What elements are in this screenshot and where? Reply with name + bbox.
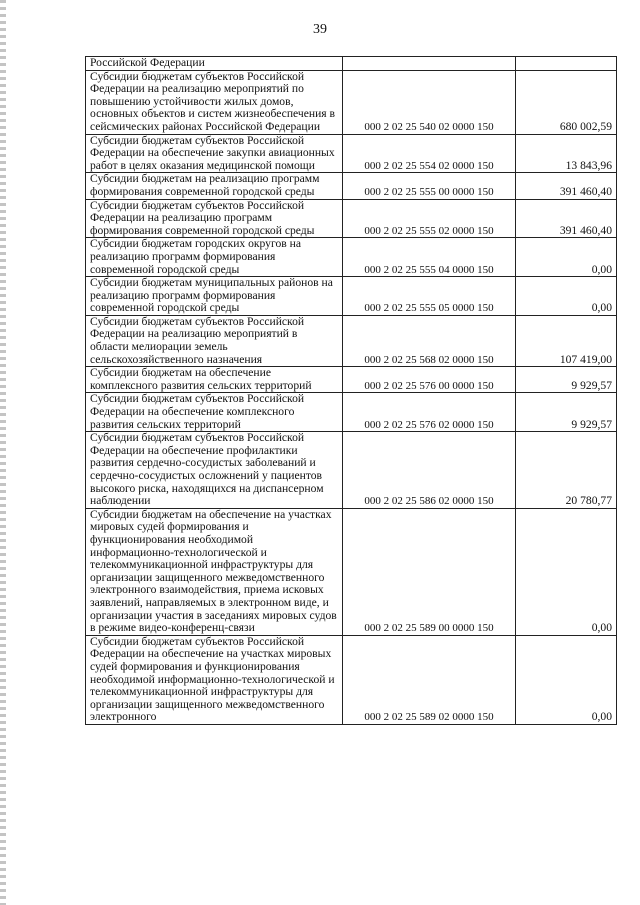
income-name-cell: Субсидии бюджетам на обеспечение на участках мировых судей формирования и функционирования необходимой информационно-технологической и телекоммуникационной инфраструктуры для организации защищенного межведомственного электронного взаимодействия, приема исковых заявлений, направляемых в электронном виде, и организации участия в заседаниях мировых судов в режиме видео-конференц-связи — [86, 508, 343, 635]
amount-cell: 391 460,40 — [516, 173, 617, 199]
table-row — [86, 173, 617, 199]
table-row — [86, 315, 617, 366]
income-name-cell: Субсидии бюджетам на реализацию программ формирования современной городской среды — [86, 173, 343, 199]
table-row — [86, 199, 617, 238]
table-row — [86, 508, 617, 635]
income-name-cell: Субсидии бюджетам на обеспечение комплексного развития сельских территорий — [86, 367, 343, 393]
table-row — [86, 134, 617, 173]
amount-cell: 107 419,00 — [516, 315, 617, 366]
amount-cell — [516, 57, 617, 71]
budget-code-cell: 000 2 02 25 540 02 0000 150 — [343, 70, 516, 134]
budget-code-cell — [343, 57, 516, 71]
budget-code-cell: 000 2 02 25 554 02 0000 150 — [343, 134, 516, 173]
amount-cell: 0,00 — [516, 238, 617, 277]
budget-code-cell: 000 2 02 25 589 00 0000 150 — [343, 508, 516, 635]
income-name-cell: Субсидии бюджетам субъектов Российской Федерации на обеспечение на участках мировых судей формирования и функционирования необходимой информационно-технологической и телекоммуникационной инфраструктуры для организации защищенного межведомственного электронного — [86, 635, 343, 724]
table-row — [86, 70, 617, 134]
income-name-cell: Субсидии бюджетам субъектов Российской Федерации на обеспечение комплексного развития сельских территорий — [86, 393, 343, 432]
budget-code-cell: 000 2 02 25 555 05 0000 150 — [343, 277, 516, 316]
income-name-cell: Субсидии бюджетам субъектов Российской Федерации на реализацию программ формирования современной городской среды — [86, 199, 343, 238]
income-name-cell: Субсидии бюджетам городских округов на реализацию программ формирования современной городской среды — [86, 238, 343, 277]
scan-edge — [0, 0, 6, 905]
amount-cell: 391 460,40 — [516, 199, 617, 238]
table-row — [86, 635, 617, 724]
budget-code-cell: 000 2 02 25 555 04 0000 150 — [343, 238, 516, 277]
table-row — [86, 432, 617, 509]
income-name-cell: Субсидии бюджетам муниципальных районов на реализацию программ формирования современной городской среды — [86, 277, 343, 316]
budget-code-cell: 000 2 02 25 555 00 0000 150 — [343, 173, 516, 199]
budget-table-body — [86, 57, 617, 725]
amount-cell: 0,00 — [516, 277, 617, 316]
table-row — [86, 238, 617, 277]
income-name-cell: Субсидии бюджетам субъектов Российской Федерации на обеспечение профилактики развития сердечно-сосудистых заболеваний и сердечно-сосудистых осложнений у пациентов высокого риска, находящихся на диспансерном наблюдении — [86, 432, 343, 509]
amount-cell: 9 929,57 — [516, 393, 617, 432]
table-row — [86, 277, 617, 316]
income-name-cell: Российской Федерации — [86, 57, 343, 71]
budget-code-cell: 000 2 02 25 576 02 0000 150 — [343, 393, 516, 432]
page-number: 39 — [313, 22, 327, 37]
budget-code-cell: 000 2 02 25 589 02 0000 150 — [343, 635, 516, 724]
amount-cell: 0,00 — [516, 508, 617, 635]
income-name-cell: Субсидии бюджетам субъектов Российской Федерации на обеспечение закупки авиационных работ в целях оказания медицинской помощи — [86, 134, 343, 173]
amount-cell: 20 780,77 — [516, 432, 617, 509]
amount-cell: 13 843,96 — [516, 134, 617, 173]
table-row — [86, 393, 617, 432]
budget-code-cell: 000 2 02 25 576 00 0000 150 — [343, 367, 516, 393]
budget-code-cell: 000 2 02 25 568 02 0000 150 — [343, 315, 516, 366]
amount-cell: 9 929,57 — [516, 367, 617, 393]
income-name-cell: Субсидии бюджетам субъектов Российской Федерации на реализацию мероприятий по повышению устойчивости жилых домов, основных объектов и систем жизнеобеспечения в сейсмических районах Российской Федерации — [86, 70, 343, 134]
budget-code-cell: 000 2 02 25 555 02 0000 150 — [343, 199, 516, 238]
amount-cell: 680 002,59 — [516, 70, 617, 134]
table-row — [86, 57, 617, 71]
income-name-cell: Субсидии бюджетам субъектов Российской Федерации на реализацию мероприятий в области мелиорации земель сельскохозяйственного назначения — [86, 315, 343, 366]
table-row — [86, 367, 617, 393]
budget-table — [85, 56, 617, 725]
amount-cell: 0,00 — [516, 635, 617, 724]
budget-code-cell: 000 2 02 25 586 02 0000 150 — [343, 432, 516, 509]
